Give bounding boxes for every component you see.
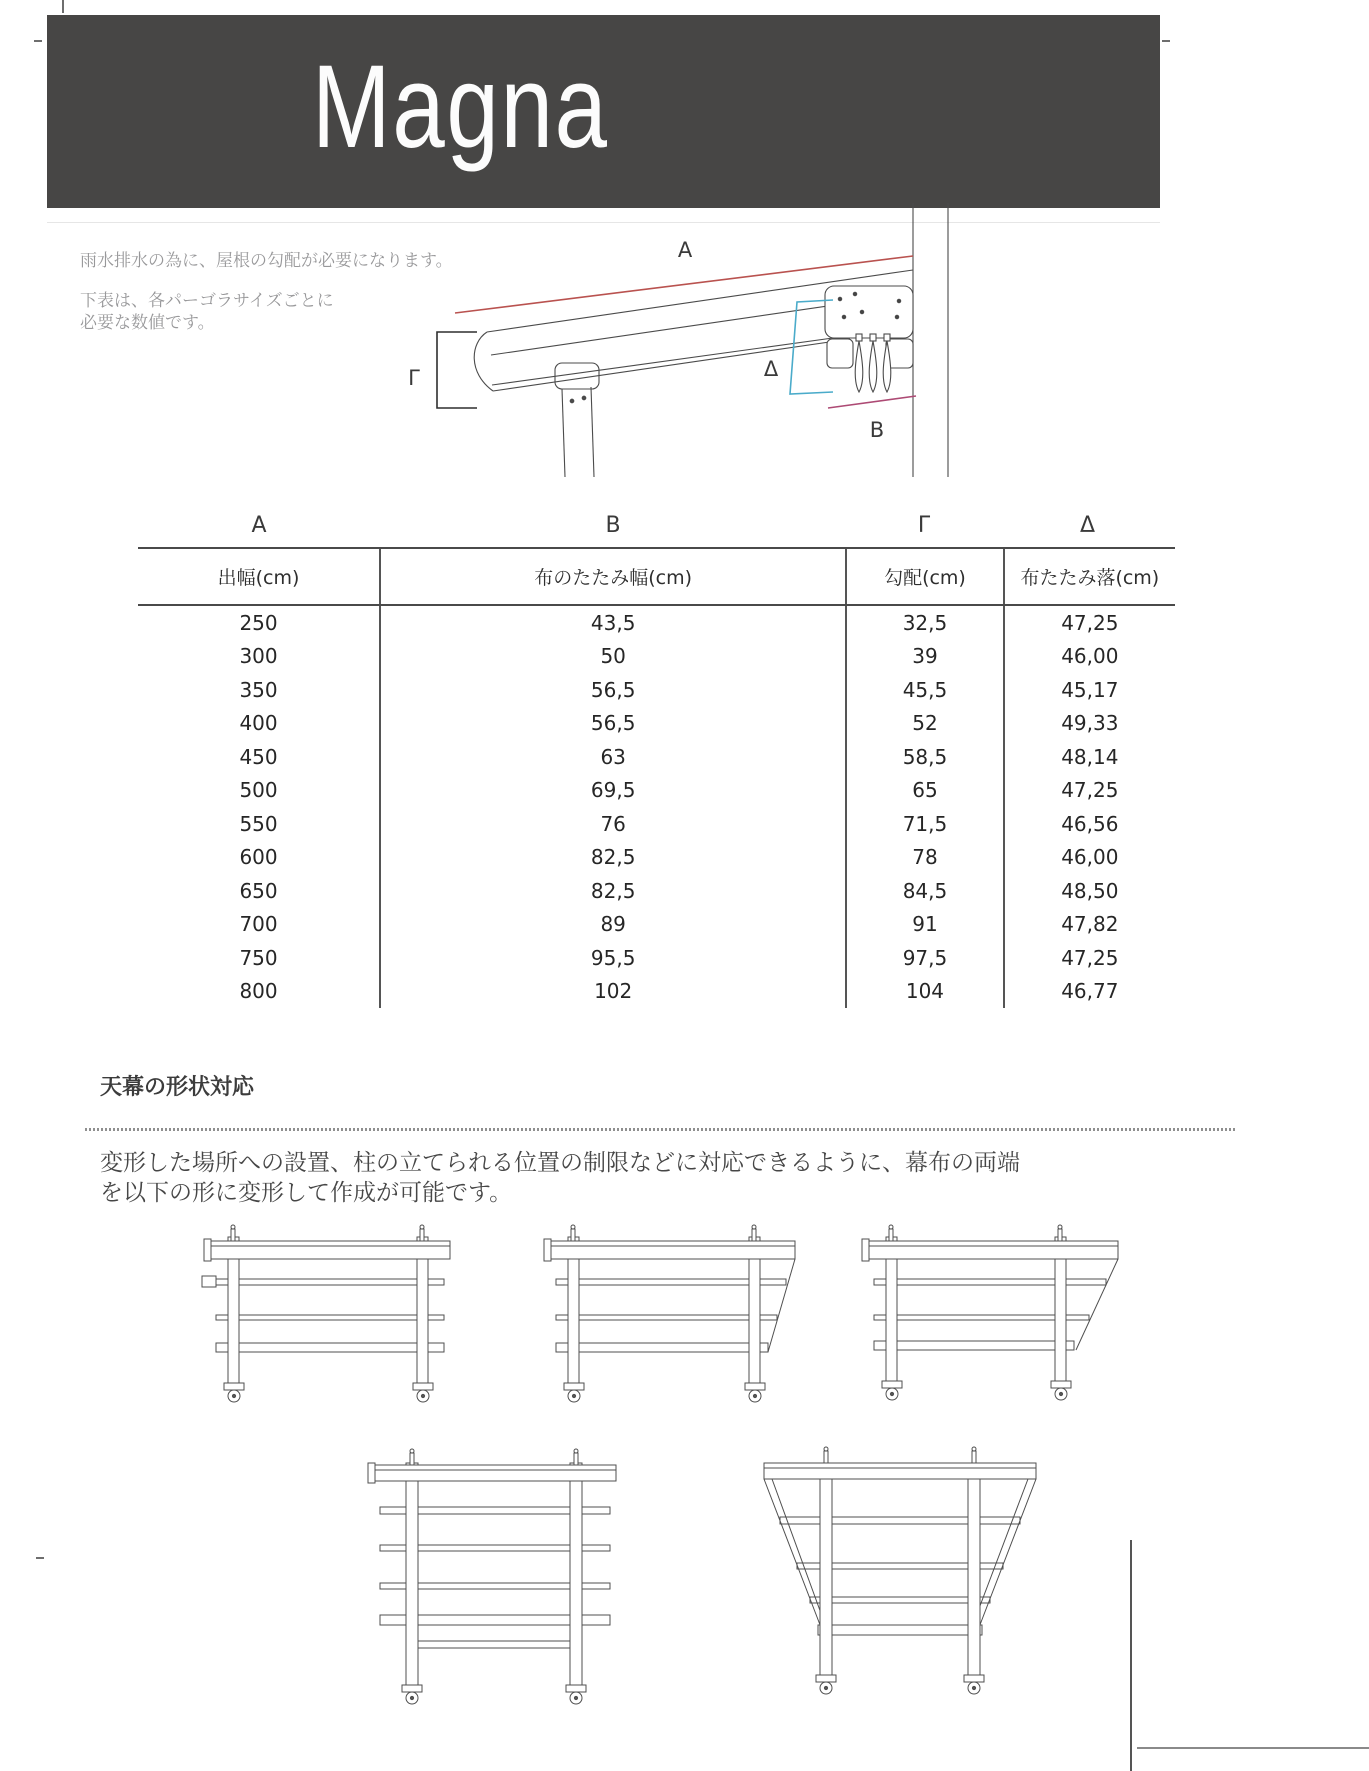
- table-cell: 102: [379, 975, 845, 1009]
- table-row: [138, 807, 1175, 841]
- table-cell: 43,5: [379, 606, 845, 640]
- table-cell: 104: [845, 975, 1002, 1009]
- table-cell: 46,77: [1003, 975, 1175, 1009]
- slope-diagram: [350, 195, 960, 480]
- table-row: [138, 740, 1175, 774]
- table-row: [138, 941, 1175, 975]
- table-cell: 46,00: [1003, 640, 1175, 674]
- section-body: [100, 1148, 1160, 1208]
- table-cell: 49,33: [1003, 707, 1175, 741]
- table-cell: 45,17: [1003, 673, 1175, 707]
- table-cell: 95,5: [379, 941, 845, 975]
- table-row: [138, 707, 1175, 741]
- table-column-letters: [138, 505, 1175, 545]
- column-letter-gamma: Γ: [917, 512, 931, 538]
- column-letter-a: A: [251, 512, 267, 538]
- table-header-row: [138, 547, 1175, 606]
- table-cell: 47,25: [1003, 941, 1175, 975]
- table-cell: 63: [379, 740, 845, 774]
- table-cell: 550: [239, 811, 278, 836]
- intro-line-2: 下表は、各パーゴラサイズごとに: [80, 291, 334, 311]
- table-header-cell: 勾配(cm): [845, 549, 1002, 604]
- table-header-cell: 布たたみ落(cm): [1003, 549, 1175, 604]
- table-cell: 500: [239, 778, 278, 803]
- intro-line-1: 雨水排水の為に、屋根の勾配が必要になります。: [80, 251, 453, 271]
- dim-bracket-gamma: [437, 332, 477, 408]
- table-cell: 69,5: [379, 774, 845, 808]
- table-row: [138, 874, 1175, 908]
- table-cell: 56,5: [379, 707, 845, 741]
- crop-mark-left: [34, 40, 42, 42]
- table-cell: 91: [845, 908, 1002, 942]
- table-cell: 350: [239, 677, 278, 702]
- table-row: [138, 975, 1175, 1009]
- crop-mark-bottom-right-h: [1137, 1747, 1369, 1749]
- column-letter-delta: Δ: [1079, 512, 1096, 538]
- table-cell: 32,5: [845, 606, 1002, 640]
- pergola-drawing-3: [860, 1215, 1125, 1405]
- section-rule: [85, 1128, 1235, 1131]
- column-letter-b: B: [605, 512, 621, 538]
- table-cell: 46,56: [1003, 807, 1175, 841]
- pergola-drawing-4: [360, 1445, 630, 1705]
- table-cell: 47,25: [1003, 774, 1175, 808]
- table-cell: 48,50: [1003, 874, 1175, 908]
- table-body: [138, 606, 1175, 1008]
- table-cell: 56,5: [379, 673, 845, 707]
- table-cell: 89: [379, 908, 845, 942]
- table-header-cell: 布のたたみ幅(cm): [379, 549, 845, 604]
- table-cell: 300: [239, 644, 278, 669]
- table-cell: 82,5: [379, 874, 845, 908]
- table-cell: 450: [239, 744, 278, 769]
- crop-mark-bottom-right-v: [1130, 1540, 1132, 1771]
- section-body-line-2: を以下の形に変形して作成が可能です。: [100, 1180, 513, 1206]
- pergola-drawing-5: [760, 1445, 1040, 1700]
- table-cell: 39: [845, 640, 1002, 674]
- table-cell: 84,5: [845, 874, 1002, 908]
- table-cell: 82,5: [379, 841, 845, 875]
- table-cell: 71,5: [845, 807, 1002, 841]
- pergola-drawing-2: [540, 1215, 805, 1410]
- intro-line-3: 必要な数値です。: [80, 313, 215, 333]
- table-cell: 250: [239, 610, 278, 635]
- table-cell: 650: [239, 878, 278, 903]
- pergola-drawing-1: [200, 1215, 460, 1410]
- crop-mark-bottom-left: [36, 1557, 44, 1559]
- table-cell: 800: [239, 979, 278, 1004]
- table-cell: 58,5: [845, 740, 1002, 774]
- dim-label-gamma: Γ: [408, 366, 420, 390]
- table-cell: 750: [239, 945, 278, 970]
- table-cell: 45,5: [845, 673, 1002, 707]
- table-row: [138, 774, 1175, 808]
- wall-bracket: [825, 286, 913, 338]
- crop-mark-top: [62, 0, 64, 13]
- dim-label-a: A: [677, 238, 693, 262]
- dim-line-b: [828, 396, 916, 408]
- table-cell: 47,25: [1003, 606, 1175, 640]
- table-cell: 76: [379, 807, 845, 841]
- table-cell: 46,00: [1003, 841, 1175, 875]
- table-row: [138, 606, 1175, 640]
- table-row: [138, 908, 1175, 942]
- table-row: [138, 673, 1175, 707]
- dim-label-delta: Δ: [763, 357, 779, 381]
- crop-mark-right: [1162, 40, 1170, 42]
- table-cell: 97,5: [845, 941, 1002, 975]
- table-row: [138, 640, 1175, 674]
- table-cell: 48,14: [1003, 740, 1175, 774]
- dim-label-b: B: [869, 418, 885, 442]
- dimensions-table: [138, 547, 1175, 1008]
- table-cell: 65: [845, 774, 1002, 808]
- fabric-drop: [855, 341, 863, 392]
- table-cell: 600: [239, 845, 278, 870]
- table-cell: 50: [379, 640, 845, 674]
- fabric-drop: [869, 341, 877, 392]
- table-cell: 78: [845, 841, 1002, 875]
- page-title: Magna: [312, 41, 609, 173]
- section-heading: 天幕の形状対応: [100, 1075, 255, 1100]
- table-row: [138, 841, 1175, 875]
- table-cell: 47,82: [1003, 908, 1175, 942]
- table-cell: 400: [239, 711, 278, 736]
- table-cell: 52: [845, 707, 1002, 741]
- table-header-cell: 出幅(cm): [217, 567, 300, 589]
- section-body-line-1: 変形した場所への設置、柱の立てられる位置の制限などに対応できるように、幕布の両端: [100, 1150, 1020, 1176]
- table-cell: 700: [239, 912, 278, 937]
